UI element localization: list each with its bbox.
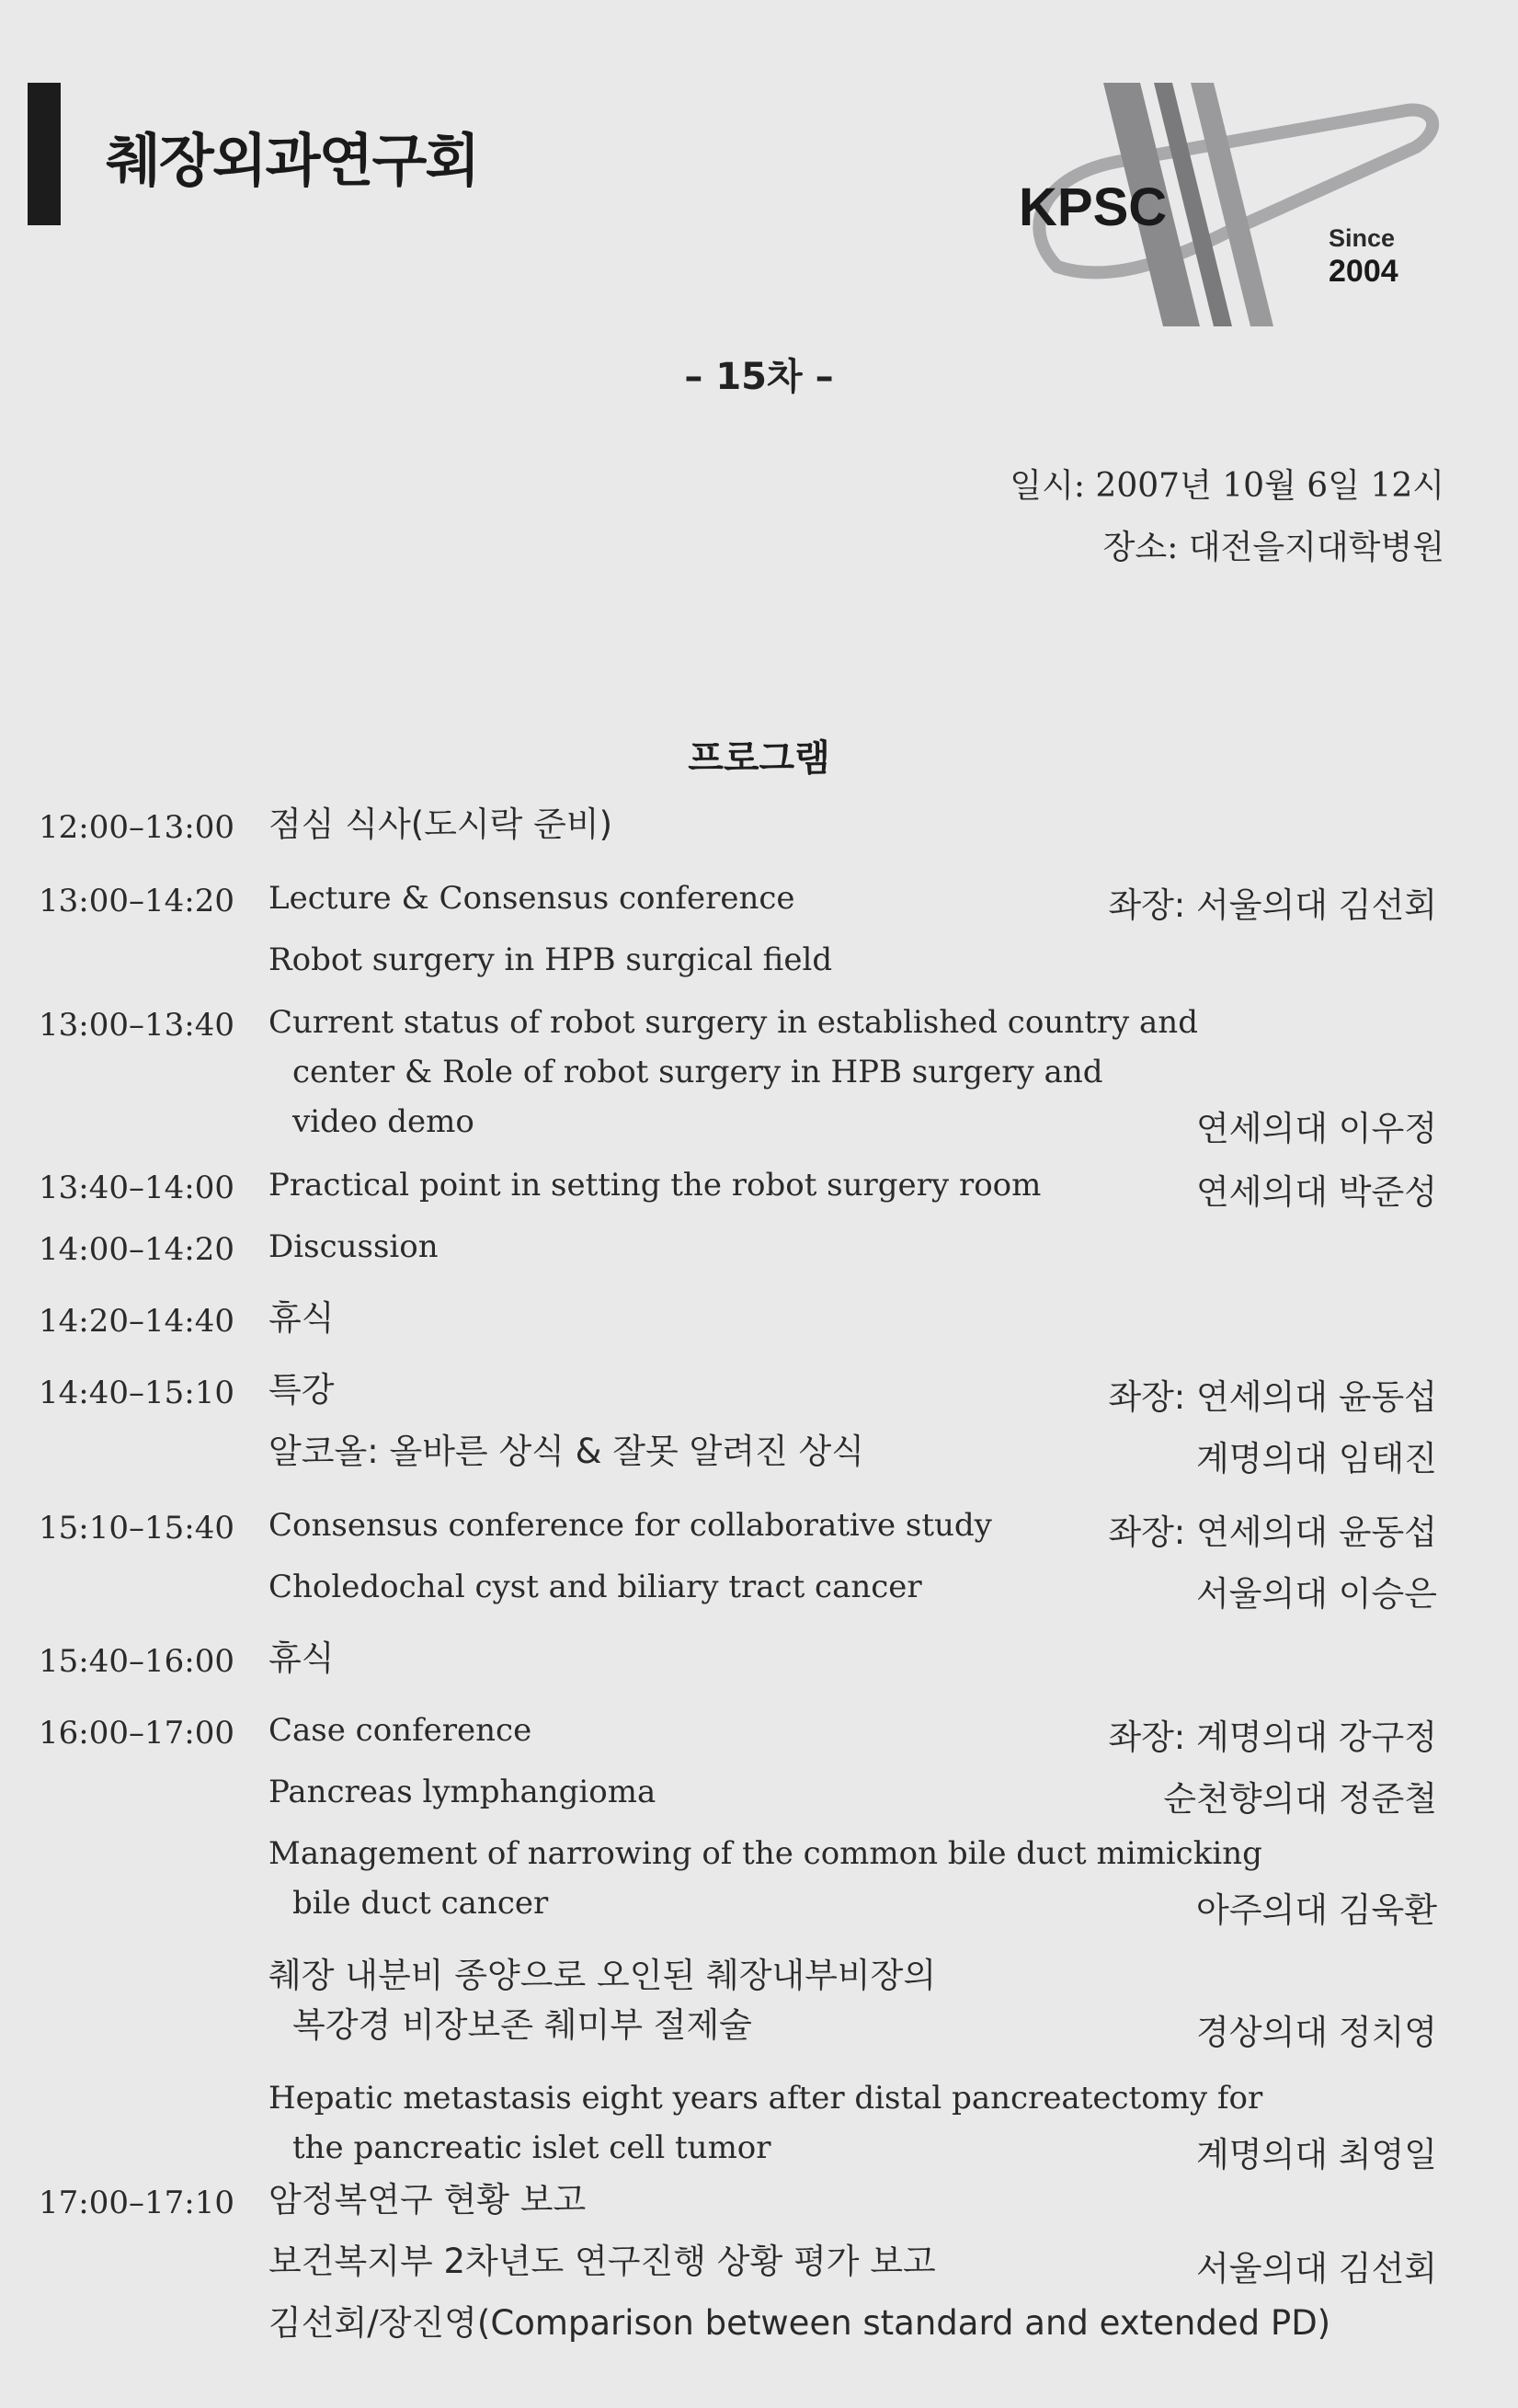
schedule-item-line: Case conference [268, 1712, 532, 1749]
schedule-chair-or-speaker: 연세의대 이우정 [1196, 1109, 1437, 1148]
schedule-item-line: Current status of robot surgery in established country and [268, 1004, 1198, 1041]
schedule-chair-or-speaker: 좌장: 연세의대 윤동섭 [1108, 1377, 1437, 1417]
event-place: 장소: 대전을지대학병원 [1102, 529, 1444, 566]
schedule-item [268, 1160, 1041, 1210]
schedule-chair-or-speaker: 좌장: 연세의대 윤동섭 [1108, 1512, 1437, 1552]
schedule-item [268, 1767, 656, 1817]
schedule-item-line: bile duct cancer [292, 1885, 549, 1922]
schedule-chair-or-speaker: 경상의대 정치영 [1196, 2013, 1437, 2052]
schedule-item-line: 췌장 내분비 종양으로 오인된 췌장내부비장의 [268, 1956, 937, 1995]
schedule-item-line: 휴식 [268, 1298, 335, 1338]
schedule-item-line: Choledochal cyst and biliary tract cancer [268, 1569, 922, 1605]
schedule-item-line: Discussion [268, 1228, 439, 1265]
schedule-item-line: Management of narrowing of the common bile duct mimicking [268, 1835, 1262, 1872]
schedule-chair-or-speaker: 순천향의대 정준철 [1163, 1779, 1437, 1819]
logo-stripe-3 [1191, 83, 1273, 326]
schedule-item-line: Robot surgery in HPB surgical field [268, 942, 833, 978]
schedule-time: 17:00–17:10 [39, 2185, 234, 2221]
schedule-time: 14:00–14:20 [39, 1231, 234, 1268]
schedule-item [268, 998, 1198, 1147]
schedule-item-line: 알코올: 올바른 상식 & 잘못 알려진 상식 [268, 1432, 865, 1471]
kpsc-logo [1002, 74, 1462, 331]
schedule-item-line: 보건복지부 2차년도 연구진행 상황 평가 보고 [268, 2242, 936, 2281]
logo-since-year: 2004 [1329, 254, 1398, 289]
schedule-chair-or-speaker: 좌장: 서울의대 김선회 [1108, 885, 1437, 925]
schedule-chair-or-speaker: 계명의대 임태진 [1196, 1439, 1437, 1478]
schedule-item [268, 1634, 334, 1683]
schedule-item [268, 2175, 586, 2225]
schedule-item [268, 800, 612, 850]
schedule-item [268, 2073, 1262, 2173]
schedule-chair-or-speaker: 계명의대 최영일 [1196, 2135, 1437, 2174]
schedule-item-line: center & Role of robot surgery in HPB surgery and [292, 1054, 1103, 1090]
schedule-item-line: 특강 [268, 1370, 335, 1409]
schedule-chair-or-speaker: 서울의대 이승은 [1196, 1574, 1437, 1614]
title-accent-bar [28, 83, 61, 225]
session-number: – 15차 – [684, 356, 834, 398]
schedule-chair-or-speaker: 아주의대 김욱환 [1196, 1890, 1437, 1930]
schedule-time: 15:40–16:00 [39, 1643, 234, 1680]
schedule-item [268, 873, 795, 923]
schedule-chair-or-speaker: 서울의대 김선회 [1196, 2249, 1437, 2288]
schedule-item-line: video demo [292, 1103, 474, 1140]
schedule-item-line: 점심 식사(도시락 준비) [268, 805, 613, 844]
schedule-time: 13:00–14:20 [39, 883, 234, 919]
schedule-item [268, 1222, 439, 1272]
schedule-chair-or-speaker: 좌장: 계명의대 강구정 [1108, 1718, 1437, 1757]
event-meta [1010, 455, 1444, 578]
schedule-item [268, 2299, 1330, 2348]
schedule-item-line: Pancreas lymphangioma [268, 1774, 656, 1810]
page-title: 췌장외과연구회 [106, 127, 479, 194]
event-date: 일시: 2007년 10월 6일 12시 [1010, 467, 1444, 505]
schedule-item [268, 1951, 936, 2050]
schedule-item [268, 1365, 334, 1415]
schedule-item-line: 휴식 [268, 1638, 335, 1678]
program-heading: 프로그램 [688, 737, 830, 780]
schedule-time: 13:00–13:40 [39, 1007, 234, 1044]
schedule-item [268, 2237, 936, 2287]
schedule-item [268, 1294, 334, 1343]
schedule-item-line: the pancreatic islet cell tumor [292, 2129, 771, 2166]
schedule-time: 13:40–14:00 [39, 1170, 234, 1206]
schedule-time: 14:40–15:10 [39, 1375, 234, 1411]
logo-acronym: KPSC [1019, 177, 1168, 237]
schedule-time: 15:10–15:40 [39, 1510, 234, 1546]
schedule-time: 12:00–13:00 [39, 809, 234, 846]
schedule-item-line: 암정복연구 현황 보고 [268, 2180, 587, 2220]
schedule-item [268, 1829, 1262, 1928]
schedule-item [268, 1562, 922, 1612]
schedule-time: 16:00–17:00 [39, 1715, 234, 1752]
schedule-item [268, 935, 832, 985]
schedule-chair-or-speaker: 연세의대 박준성 [1196, 1172, 1437, 1212]
schedule-item [268, 1427, 864, 1477]
logo-since-label: Since [1329, 224, 1396, 252]
schedule-item-line: Lecture & Consensus conference [268, 880, 795, 917]
schedule-item-line: 복강경 비장보존 췌미부 절제술 [292, 2005, 752, 2045]
schedule-item [268, 1706, 531, 1755]
schedule-time: 14:20–14:40 [39, 1303, 234, 1340]
schedule-item-line: Hepatic metastasis eight years after distal pancreatectomy for [268, 2080, 1263, 2117]
schedule-item-line: Practical point in setting the robot surgery room [268, 1167, 1042, 1204]
schedule-item-line: 김선회/장진영(Comparison between standard and extended PD) [268, 2303, 1331, 2343]
schedule-item-line: Consensus conference for collaborative study [268, 1507, 992, 1544]
schedule-item [268, 1501, 992, 1550]
